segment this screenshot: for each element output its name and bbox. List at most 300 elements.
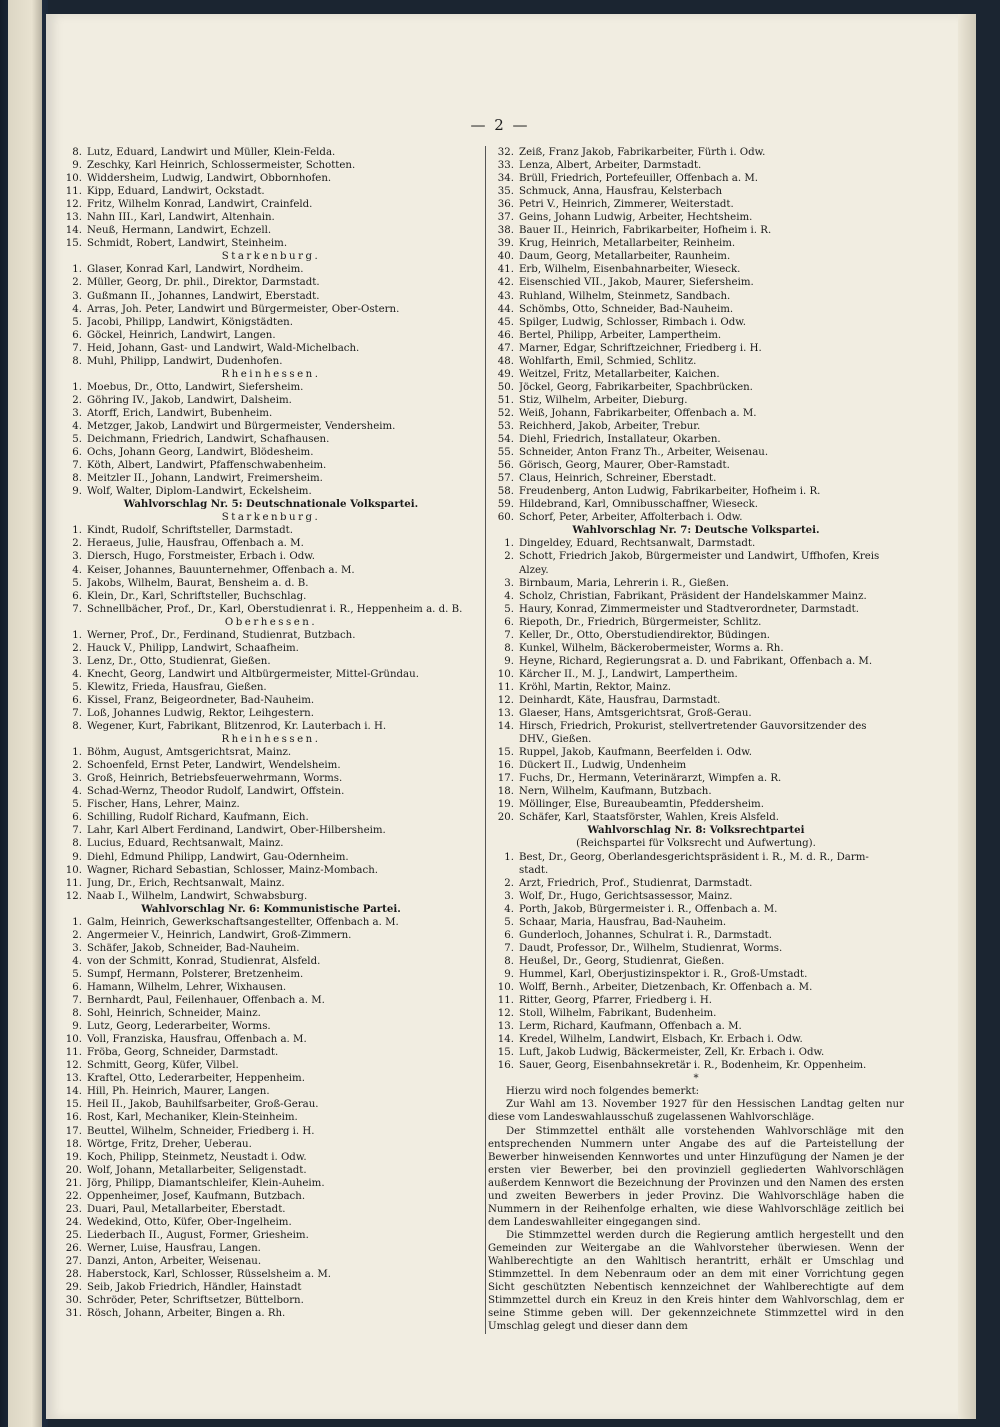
candidate-entry bbox=[488, 746, 904, 759]
candidate-entry bbox=[56, 824, 486, 837]
entry-number: 10. bbox=[65, 1034, 82, 1046]
entry-text: Widdersheim, Ludwig, Landwirt, Obbornhofen. bbox=[87, 173, 332, 185]
entry-text: Sumpf, Hermann, Polsterer, Bretzenheim. bbox=[87, 968, 304, 980]
candidate-entry bbox=[488, 877, 904, 890]
entry-number: 5. bbox=[504, 916, 514, 928]
entry-number: 12. bbox=[65, 1060, 82, 1072]
entry-number: 8. bbox=[72, 473, 82, 485]
candidate-entry bbox=[56, 1281, 486, 1294]
entry-text: Zeschky, Karl Heinrich, Schlossermeister, Schotten. bbox=[87, 160, 356, 172]
entry-number: 6. bbox=[72, 329, 82, 341]
entry-number: 18. bbox=[65, 1138, 82, 1150]
entry-number: 3. bbox=[72, 773, 82, 785]
entry-number: 7. bbox=[504, 942, 514, 954]
entry-number: 1. bbox=[72, 381, 82, 393]
entry-number: 40. bbox=[497, 251, 514, 263]
entry-number: 25. bbox=[65, 1229, 82, 1241]
candidate-entry bbox=[488, 459, 904, 472]
entry-text: Schröder, Peter, Schriftsetzer, Büttelborn. bbox=[87, 1295, 304, 1307]
candidate-entry bbox=[56, 459, 486, 472]
entry-number: 32. bbox=[497, 147, 514, 158]
entry-text: Keller, Dr., Otto, Oberstudiendirektor, Büdingen. bbox=[519, 629, 770, 641]
candidate-entry bbox=[488, 368, 904, 381]
entry-text: Metzger, Jakob, Landwirt und Bürgermeister, Vendersheim. bbox=[87, 420, 396, 432]
entry-number: 22. bbox=[65, 1190, 82, 1202]
entry-text: Groß, Heinrich, Betriebsfeuerwehrmann, Worms. bbox=[87, 773, 343, 785]
candidate-entry bbox=[488, 798, 904, 811]
candidate-entry bbox=[488, 381, 904, 394]
entry-text: Diersch, Hugo, Forstmeister, Erbach i. Odw. bbox=[87, 551, 315, 563]
entry-number: 6. bbox=[72, 447, 82, 459]
candidate-entry bbox=[488, 550, 904, 563]
candidate-entry bbox=[56, 590, 486, 603]
candidate-entry bbox=[56, 1255, 486, 1268]
entry-text: Best, Dr., Georg, Oberlandesgerichtspräsident i. R., M. d. R., Darm- bbox=[519, 851, 869, 863]
entry-text: Weitzel, Fritz, Metallarbeiter, Kaichen. bbox=[519, 368, 720, 380]
entry-number: 15. bbox=[65, 238, 82, 250]
note-text: Zur Wahl am 13. November 1927 für den Hessischen Landtag gelten nur diese vom Landeswahlausschuß zugelassenen Wahlvorschläge. bbox=[488, 1099, 904, 1124]
entry-number: 51. bbox=[497, 394, 514, 406]
entry-number: 9. bbox=[504, 655, 514, 667]
candidate-entry bbox=[488, 433, 904, 446]
candidate-entry bbox=[56, 877, 486, 890]
candidate-entry bbox=[56, 303, 486, 316]
candidate-entry bbox=[488, 942, 904, 955]
entry-number: 16. bbox=[65, 1112, 82, 1124]
candidate-entry bbox=[488, 903, 904, 916]
candidate-entry bbox=[488, 603, 904, 616]
candidate-entry bbox=[56, 851, 486, 864]
entry-text: Galm, Heinrich, Gewerkschaftsangestellter, Offenbach a. M. bbox=[87, 916, 399, 928]
note-paragraph bbox=[488, 1125, 904, 1229]
entry-number: 8. bbox=[72, 838, 82, 850]
entry-text: Ochs, Johann Georg, Landwirt, Blödesheim. bbox=[87, 447, 314, 459]
entry-number: 30. bbox=[65, 1295, 82, 1307]
region-heading: Rheinhessen. bbox=[221, 734, 321, 746]
candidate-entry bbox=[488, 420, 904, 433]
entry-text: Zeiß, Franz Jakob, Fabrikarbeiter, Fürth i. Odw. bbox=[519, 147, 766, 158]
candidate-entry bbox=[488, 785, 904, 798]
candidate-entry bbox=[488, 394, 904, 407]
candidate-entry bbox=[56, 1216, 486, 1229]
note-intro bbox=[488, 1085, 904, 1098]
candidate-entry bbox=[56, 1268, 486, 1281]
candidate-entry bbox=[56, 316, 486, 329]
entry-number: 6. bbox=[72, 590, 82, 602]
entry-number: 8. bbox=[72, 355, 82, 367]
entry-number: 12. bbox=[497, 694, 514, 706]
entry-text: Müller, Georg, Dr. phil., Direktor, Darmstadt. bbox=[87, 277, 320, 289]
candidate-entry bbox=[56, 1138, 486, 1151]
candidate-entry bbox=[56, 433, 486, 446]
candidate-entry bbox=[56, 681, 486, 694]
candidate-entry bbox=[56, 146, 486, 159]
candidate-entry bbox=[56, 811, 486, 824]
candidate-entry bbox=[488, 694, 904, 707]
candidate-entry bbox=[488, 485, 904, 498]
entry-number: 1. bbox=[72, 264, 82, 276]
candidate-entry bbox=[56, 1307, 486, 1320]
candidate-entry bbox=[488, 668, 904, 681]
note-text: Der Stimmzettel enthält alle vorstehenden Wahlvorschläge mit den entsprechenden Nummern unter Angabe des auf die Parteistellung der Bewerber hinweisenden Kennwortes und unter Hinzufügung der Namen je der ersten vier Bewerber, bei den provinziell gegliederten Wahlvorschlägen außerdem Kennwort die Bezeichnung der Provinzen und den Namen des ersten und zweiten Bewerbers in jeder Provinz. Die Wahlvorschläge haben die Nummern in der Reihenfolge erhalten, wie diese Wahlvorschläge zeitlich bei dem Landeswahlleiter eingegangen sind. bbox=[488, 1125, 904, 1228]
region-heading: Starkenburg. bbox=[221, 251, 321, 263]
entry-number: 10. bbox=[65, 173, 82, 185]
candidate-entry bbox=[488, 342, 904, 355]
candidate-entry bbox=[56, 1294, 486, 1307]
entry-text: Schmitt, Georg, Küfer, Vilbel. bbox=[87, 1060, 239, 1072]
entry-number: 5. bbox=[72, 316, 82, 328]
entry-number: 14. bbox=[497, 721, 514, 733]
entry-number: 28. bbox=[65, 1269, 82, 1281]
entry-text: Klein, Dr., Karl, Schriftsteller, Buchschlag. bbox=[87, 590, 307, 602]
candidate-entry bbox=[56, 785, 486, 798]
list-heading: Wahlvorschlag Nr. 8: Volksrechtpartei bbox=[587, 824, 805, 837]
entry-text: Krug, Heinrich, Metallarbeiter, Reinheim. bbox=[519, 238, 736, 250]
entry-text: Wolf, Dr., Hugo, Gerichtsassessor, Mainz. bbox=[519, 890, 733, 902]
entry-text: Hauck V., Philipp, Landwirt, Schaafheim. bbox=[87, 642, 299, 654]
entry-number: 2. bbox=[504, 551, 514, 563]
region-heading: Starkenburg. bbox=[221, 512, 321, 524]
entry-text: Schmidt, Robert, Landwirt, Steinheim. bbox=[87, 238, 288, 250]
entry-text: Arras, Joh. Peter, Landwirt und Bürgermeister, Ober-Ostern. bbox=[87, 303, 400, 315]
entry-number: 2. bbox=[72, 394, 82, 406]
candidate-entry bbox=[488, 1033, 904, 1046]
entry-text: Heraeus, Julie, Hausfrau, Offenbach a. M. bbox=[87, 538, 304, 550]
entry-text: Fuchs, Dr., Hermann, Veterinärarzt, Wimpfen a. R. bbox=[519, 773, 782, 785]
entry-number: 3. bbox=[72, 407, 82, 419]
candidate-entry bbox=[56, 694, 486, 707]
entry-number: 2. bbox=[504, 877, 514, 889]
candidate-entry bbox=[56, 1020, 486, 1033]
entry-text: Kröhl, Martin, Rektor, Mainz. bbox=[519, 681, 671, 693]
entry-text: Lucius, Eduard, Rechtsanwalt, Mainz. bbox=[87, 838, 284, 850]
candidate-entry bbox=[56, 955, 486, 968]
candidate-entry bbox=[56, 759, 486, 772]
note-paragraph bbox=[488, 1098, 904, 1124]
candidate-entry bbox=[56, 342, 486, 355]
candidate-entry bbox=[488, 537, 904, 550]
entry-number: 45. bbox=[497, 316, 514, 328]
entry-number: 44. bbox=[497, 303, 514, 315]
entry-text: Geins, Johann Ludwig, Arbeiter, Hechtsheim. bbox=[519, 212, 753, 224]
entry-number: 7. bbox=[504, 629, 514, 641]
separator-asterisk: * bbox=[693, 1073, 699, 1085]
entry-number: 13. bbox=[65, 212, 82, 224]
entry-text: Deichmann, Friedrich, Landwirt, Schafhausen. bbox=[87, 434, 330, 446]
candidate-entry bbox=[56, 290, 486, 303]
entry-text: Diehl, Friedrich, Installateur, Okarben. bbox=[519, 434, 721, 446]
entry-number: 4. bbox=[72, 420, 82, 432]
entry-text: Wegener, Kurt, Fabrikant, Blitzenrod, Kr. Lauterbach i. H. bbox=[87, 721, 387, 733]
entry-text: Möllinger, Else, Bureaubeamtin, Pfeddersheim. bbox=[519, 799, 764, 811]
candidate-entry bbox=[488, 616, 904, 629]
entry-text: Erb, Wilhelm, Eisenbahnarbeiter, Wieseck. bbox=[519, 264, 741, 276]
entry-number: 4. bbox=[72, 303, 82, 315]
entry-number: 11. bbox=[65, 186, 82, 198]
candidate-entry bbox=[488, 498, 904, 511]
left-column bbox=[56, 146, 486, 1320]
candidate-entry bbox=[488, 916, 904, 929]
entry-number: 3. bbox=[504, 577, 514, 589]
candidate-entry bbox=[488, 316, 904, 329]
entry-text: Reichherd, Jakob, Arbeiter, Trebur. bbox=[519, 420, 701, 432]
entry-text: Voll, Franziska, Hausfrau, Offenbach a. M. bbox=[87, 1034, 307, 1046]
entry-number: 59. bbox=[497, 499, 514, 511]
candidate-entry bbox=[488, 629, 904, 642]
candidate-entry bbox=[56, 263, 486, 276]
entry-text: Weiß, Johann, Fabrikarbeiter, Offenbach a. M. bbox=[519, 407, 757, 419]
candidate-entry bbox=[56, 798, 486, 811]
entry-text: Kärcher II., M. J., Landwirt, Lampertheim. bbox=[519, 668, 738, 680]
entry-number: 14. bbox=[65, 1086, 82, 1098]
entry-number: 7. bbox=[72, 825, 82, 837]
entry-number: 56. bbox=[497, 460, 514, 472]
entry-text: Duari, Paul, Metallarbeiter, Eberstadt. bbox=[87, 1203, 286, 1215]
candidate-entry bbox=[56, 642, 486, 655]
entry-text: Porth, Jakob, Bürgermeister i. R., Offenbach a. M. bbox=[519, 903, 778, 915]
entry-text: Dückert II., Ludwig, Undenheim bbox=[519, 760, 687, 772]
entry-text: Rösch, Johann, Arbeiter, Bingen a. Rh. bbox=[87, 1308, 286, 1320]
entry-number: 11. bbox=[65, 877, 82, 889]
candidate-entry bbox=[56, 198, 486, 211]
entry-text: Wagner, Richard Sebastian, Schlosser, Mainz-Mombach. bbox=[87, 864, 378, 876]
candidate-entry bbox=[488, 1046, 904, 1059]
entry-text: Hamann, Wilhelm, Lehrer, Wixhausen. bbox=[87, 982, 287, 993]
entry-text: Böhm, August, Amtsgerichtsrat, Mainz. bbox=[87, 747, 292, 759]
page-number: — 2 — bbox=[470, 116, 530, 134]
entry-number: 12. bbox=[65, 890, 82, 902]
entry-text: Jakobs, Wilhelm, Baurat, Bensheim a. d. B. bbox=[87, 577, 309, 589]
entry-text: Hill, Ph. Heinrich, Maurer, Langen. bbox=[87, 1086, 270, 1098]
candidate-entry bbox=[56, 1046, 486, 1059]
entry-number: 1. bbox=[72, 525, 82, 537]
candidate-entry bbox=[56, 720, 486, 733]
candidate-entry bbox=[488, 237, 904, 250]
candidate-entry bbox=[488, 146, 904, 159]
entry-text: Birnbaum, Maria, Lehrerin i. R., Gießen. bbox=[519, 577, 730, 589]
candidate-entry bbox=[56, 1072, 486, 1085]
candidate-entry bbox=[56, 772, 486, 785]
entry-text: Hirsch, Friedrich, Prokurist, stellvertretender Gauvorsitzender des bbox=[519, 721, 867, 733]
candidate-entry bbox=[488, 772, 904, 785]
entry-text: Riepoth, Dr., Friedrich, Bürgermeister, Schlitz. bbox=[519, 616, 762, 628]
candidate-entry bbox=[488, 968, 904, 981]
entry-text: Naab I., Wilhelm, Landwirt, Schwabsburg. bbox=[87, 890, 308, 902]
candidate-entry bbox=[56, 1203, 486, 1216]
entry-number: 17. bbox=[497, 773, 514, 785]
candidate-entry bbox=[56, 1229, 486, 1242]
entry-number: 23. bbox=[65, 1203, 82, 1215]
entry-text: Seib, Jakob Friedrich, Händler, Hainstadt bbox=[87, 1282, 302, 1294]
entry-number: 3. bbox=[504, 890, 514, 902]
candidate-entry bbox=[56, 446, 486, 459]
candidate-entry bbox=[488, 929, 904, 942]
candidate-entry bbox=[488, 159, 904, 172]
entry-text: Kunkel, Wilhelm, Bäckerobermeister, Worms a. Rh. bbox=[519, 642, 784, 654]
entry-number: 4. bbox=[504, 590, 514, 602]
entry-text: Kindt, Rudolf, Schriftsteller, Darmstadt. bbox=[87, 525, 293, 537]
entry-text: Werner, Luise, Hausfrau, Langen. bbox=[87, 1242, 261, 1254]
candidate-entry bbox=[488, 955, 904, 968]
entry-text: Jacobi, Philipp, Landwirt, Königstädten. bbox=[87, 316, 293, 328]
page-edge bbox=[958, 14, 976, 1419]
candidate-entry bbox=[488, 890, 904, 903]
entry-number: 8. bbox=[72, 147, 82, 158]
list-heading: Wahlvorschlag Nr. 5: Deutschnationale Volkspartei. bbox=[123, 498, 419, 511]
entry-text: Görisch, Georg, Maurer, Ober-Ramstadt. bbox=[519, 460, 730, 472]
entry-number: 7. bbox=[72, 708, 82, 720]
candidate-entry bbox=[488, 303, 904, 316]
candidate-entry bbox=[56, 1177, 486, 1190]
candidate-entry bbox=[56, 407, 486, 420]
entry-number: 13. bbox=[497, 708, 514, 720]
entry-number: 2. bbox=[72, 929, 82, 941]
entry-number: 9. bbox=[504, 968, 514, 980]
candidate-entry bbox=[56, 1098, 486, 1111]
entry-text: Schmuck, Anna, Hausfrau, Kelsterbach bbox=[519, 186, 723, 198]
entry-text: Danzi, Anton, Arbeiter, Weisenau. bbox=[87, 1255, 262, 1267]
candidate-entry bbox=[56, 968, 486, 981]
entry-number: 2. bbox=[72, 642, 82, 654]
candidate-entry bbox=[56, 564, 486, 577]
entry-text: Gunderloch, Johannes, Schulrat i. R., Darmstadt. bbox=[519, 929, 773, 941]
entry-number: 13. bbox=[65, 1073, 82, 1085]
candidate-entry bbox=[488, 407, 904, 420]
candidate-entry bbox=[56, 420, 486, 433]
entry-number: 14. bbox=[65, 225, 82, 237]
entry-text: Stiz, Wilhelm, Arbeiter, Dieburg. bbox=[519, 394, 688, 406]
entry-number: 1. bbox=[72, 629, 82, 641]
entry-text: Göhring IV., Jakob, Landwirt, Dalsheim. bbox=[87, 394, 292, 406]
entry-text: Schömbs, Otto, Schneider, Bad-Nauheim. bbox=[519, 303, 734, 315]
candidate-entry bbox=[488, 290, 904, 303]
entry-number: 5. bbox=[72, 968, 82, 980]
candidate-entry bbox=[56, 394, 486, 407]
entry-number: 7. bbox=[72, 342, 82, 354]
entry-number: 9. bbox=[72, 1021, 82, 1033]
entry-text: Lahr, Karl Albert Ferdinand, Landwirt, Ober-Hilbersheim. bbox=[87, 825, 386, 837]
entry-number: 21. bbox=[65, 1177, 82, 1189]
entry-text: Heyne, Richard, Regierungsrat a. D. und Fabrikant, Offenbach a. M. bbox=[519, 655, 873, 667]
entry-text: Knecht, Georg, Landwirt und Altbürgermeister, Mittel-Gründau. bbox=[87, 668, 419, 680]
candidate-entry bbox=[56, 159, 486, 172]
entry-number: 4. bbox=[72, 786, 82, 798]
entry-number: 8. bbox=[72, 1008, 82, 1020]
candidate-entry bbox=[56, 890, 486, 903]
entry-number: 58. bbox=[497, 486, 514, 498]
entry-text: Fritz, Wilhelm Konrad, Landwirt, Crainfeld. bbox=[87, 199, 313, 211]
entry-number: 26. bbox=[65, 1242, 82, 1254]
entry-text: Scholz, Christian, Fabrikant, Präsident der Handelskammer Mainz. bbox=[519, 590, 867, 602]
list-heading: Wahlvorschlag Nr. 6: Kommunistische Partei. bbox=[141, 902, 401, 915]
entry-number: 6. bbox=[504, 616, 514, 628]
entry-text: Heil II., Jakob, Bauhilfsarbeiter, Groß-Gerau. bbox=[87, 1099, 319, 1111]
entry-text: Atorff, Erich, Landwirt, Bubenheim. bbox=[87, 407, 273, 419]
candidate-entry bbox=[488, 511, 904, 524]
candidate-entry bbox=[488, 981, 904, 994]
entry-number: 15. bbox=[497, 747, 514, 759]
entry-continuation: DHV., Gießen. bbox=[519, 734, 592, 746]
entry-number: 20. bbox=[497, 812, 514, 824]
entry-text: Claus, Heinrich, Schreiner, Eberstadt. bbox=[519, 473, 717, 485]
candidate-entry bbox=[488, 446, 904, 459]
entry-text: Muhl, Philipp, Landwirt, Dudenhofen. bbox=[87, 355, 283, 367]
candidate-entry bbox=[488, 185, 904, 198]
candidate-entry bbox=[56, 629, 486, 642]
candidate-entry bbox=[56, 1059, 486, 1072]
note-text: Die Stimmzettel werden durch die Regierung amtlich hergestellt und den Gemeinden zur Weitergabe an die Wahlvorsteher überwiesen. Wenn der Wahlberechtigte an den Wahltisch herantritt, erhält er Umschlag und Stimmzettel. In dem Nebenraum oder an dem mit einer Vorrichtung gegen Sicht geschützten Nebentisch kennzeichnet der Wahlberechtigte auf dem Stimmzettel durch ein Kreuz in den Kreis hinter dem Wahlvorschlag, dem er seine Stimme geben will. Der gekennzeichnete Stimmzettel wird in den Umschlag gelegt und dieser dann dem bbox=[488, 1229, 904, 1333]
entry-number: 54. bbox=[497, 434, 514, 446]
entry-number: 16. bbox=[497, 1060, 514, 1072]
candidate-entry bbox=[56, 329, 486, 342]
entry-number: 52. bbox=[497, 407, 514, 419]
entry-number: 3. bbox=[72, 551, 82, 563]
candidate-entry bbox=[56, 381, 486, 394]
entry-number: 11. bbox=[497, 995, 514, 1007]
entry-text: Bauer II., Heinrich, Fabrikarbeiter, Hofheim i. R. bbox=[519, 225, 772, 237]
entry-number: 2. bbox=[72, 538, 82, 550]
candidate-entry bbox=[488, 655, 904, 668]
entry-text: Schad-Wernz, Theodor Rudolf, Landwirt, Offstein. bbox=[87, 786, 345, 798]
candidate-entry bbox=[56, 185, 486, 198]
list-subheading: (Reichspartei für Volksrecht und Aufwertung). bbox=[576, 838, 816, 850]
candidate-entry bbox=[488, 211, 904, 224]
entry-number: 57. bbox=[497, 473, 514, 485]
entry-text: Sauer, Georg, Eisenbahnsekretär i. R., Bodenheim, Kr. Oppenheim. bbox=[519, 1060, 867, 1072]
candidate-entry bbox=[56, 550, 486, 563]
entry-number: 5. bbox=[504, 603, 514, 615]
entry-text: Bernhardt, Paul, Feilenhauer, Offenbach a. M. bbox=[87, 995, 325, 1007]
candidate-entry bbox=[488, 224, 904, 237]
candidate-entry bbox=[56, 655, 486, 668]
candidate-entry bbox=[488, 276, 904, 289]
candidate-entry bbox=[488, 642, 904, 655]
entry-text: Rost, Karl, Mechaniker, Klein-Steinheim. bbox=[87, 1112, 298, 1124]
entry-number: 11. bbox=[497, 681, 514, 693]
right-column bbox=[488, 146, 904, 1333]
entry-text: Glaeser, Hans, Amtsgerichtsrat, Groß-Gerau. bbox=[519, 708, 752, 720]
entry-number: 42. bbox=[497, 277, 514, 289]
entry-text: Klewitz, Frieda, Hausfrau, Gießen. bbox=[87, 681, 267, 693]
entry-number: 50. bbox=[497, 381, 514, 393]
entry-number: 18. bbox=[497, 786, 514, 798]
candidate-entry bbox=[488, 198, 904, 211]
entry-number: 9. bbox=[72, 486, 82, 498]
entry-text: Heußel, Dr., Georg, Studienrat, Gießen. bbox=[519, 955, 725, 967]
entry-text: Fröba, Georg, Schneider, Darmstadt. bbox=[87, 1047, 279, 1059]
entry-text: Brüll, Friedrich, Portefeuiller, Offenbach a. M. bbox=[519, 173, 758, 185]
entry-text: Schnellbächer, Prof., Dr., Karl, Oberstudienrat i. R., Heppenheim a. d. B. bbox=[87, 603, 463, 615]
entry-number: 5. bbox=[72, 681, 82, 693]
candidate-entry bbox=[56, 942, 486, 955]
entry-number: 10. bbox=[65, 864, 82, 876]
entry-text: Ritter, Georg, Pfarrer, Friedberg i. H. bbox=[519, 995, 713, 1007]
candidate-entry bbox=[56, 1125, 486, 1138]
entry-text: Göckel, Heinrich, Landwirt, Langen. bbox=[87, 329, 276, 341]
candidate-entry bbox=[488, 851, 904, 864]
entry-text: Dingeldey, Eduard, Rechtsanwalt, Darmstadt. bbox=[519, 538, 756, 550]
candidate-entry bbox=[488, 355, 904, 368]
candidate-entry bbox=[56, 668, 486, 681]
candidate-entry bbox=[56, 603, 486, 616]
entry-number: 31. bbox=[65, 1308, 82, 1320]
entry-text: Jung, Dr., Erich, Rechtsanwalt, Mainz. bbox=[87, 877, 285, 889]
candidate-entry bbox=[56, 1033, 486, 1046]
entry-number: 3. bbox=[72, 942, 82, 954]
entry-text: Schneider, Anton Franz Th., Arbeiter, Weisenau. bbox=[519, 447, 769, 459]
candidate-entry bbox=[56, 211, 486, 224]
candidate-entry bbox=[488, 590, 904, 603]
